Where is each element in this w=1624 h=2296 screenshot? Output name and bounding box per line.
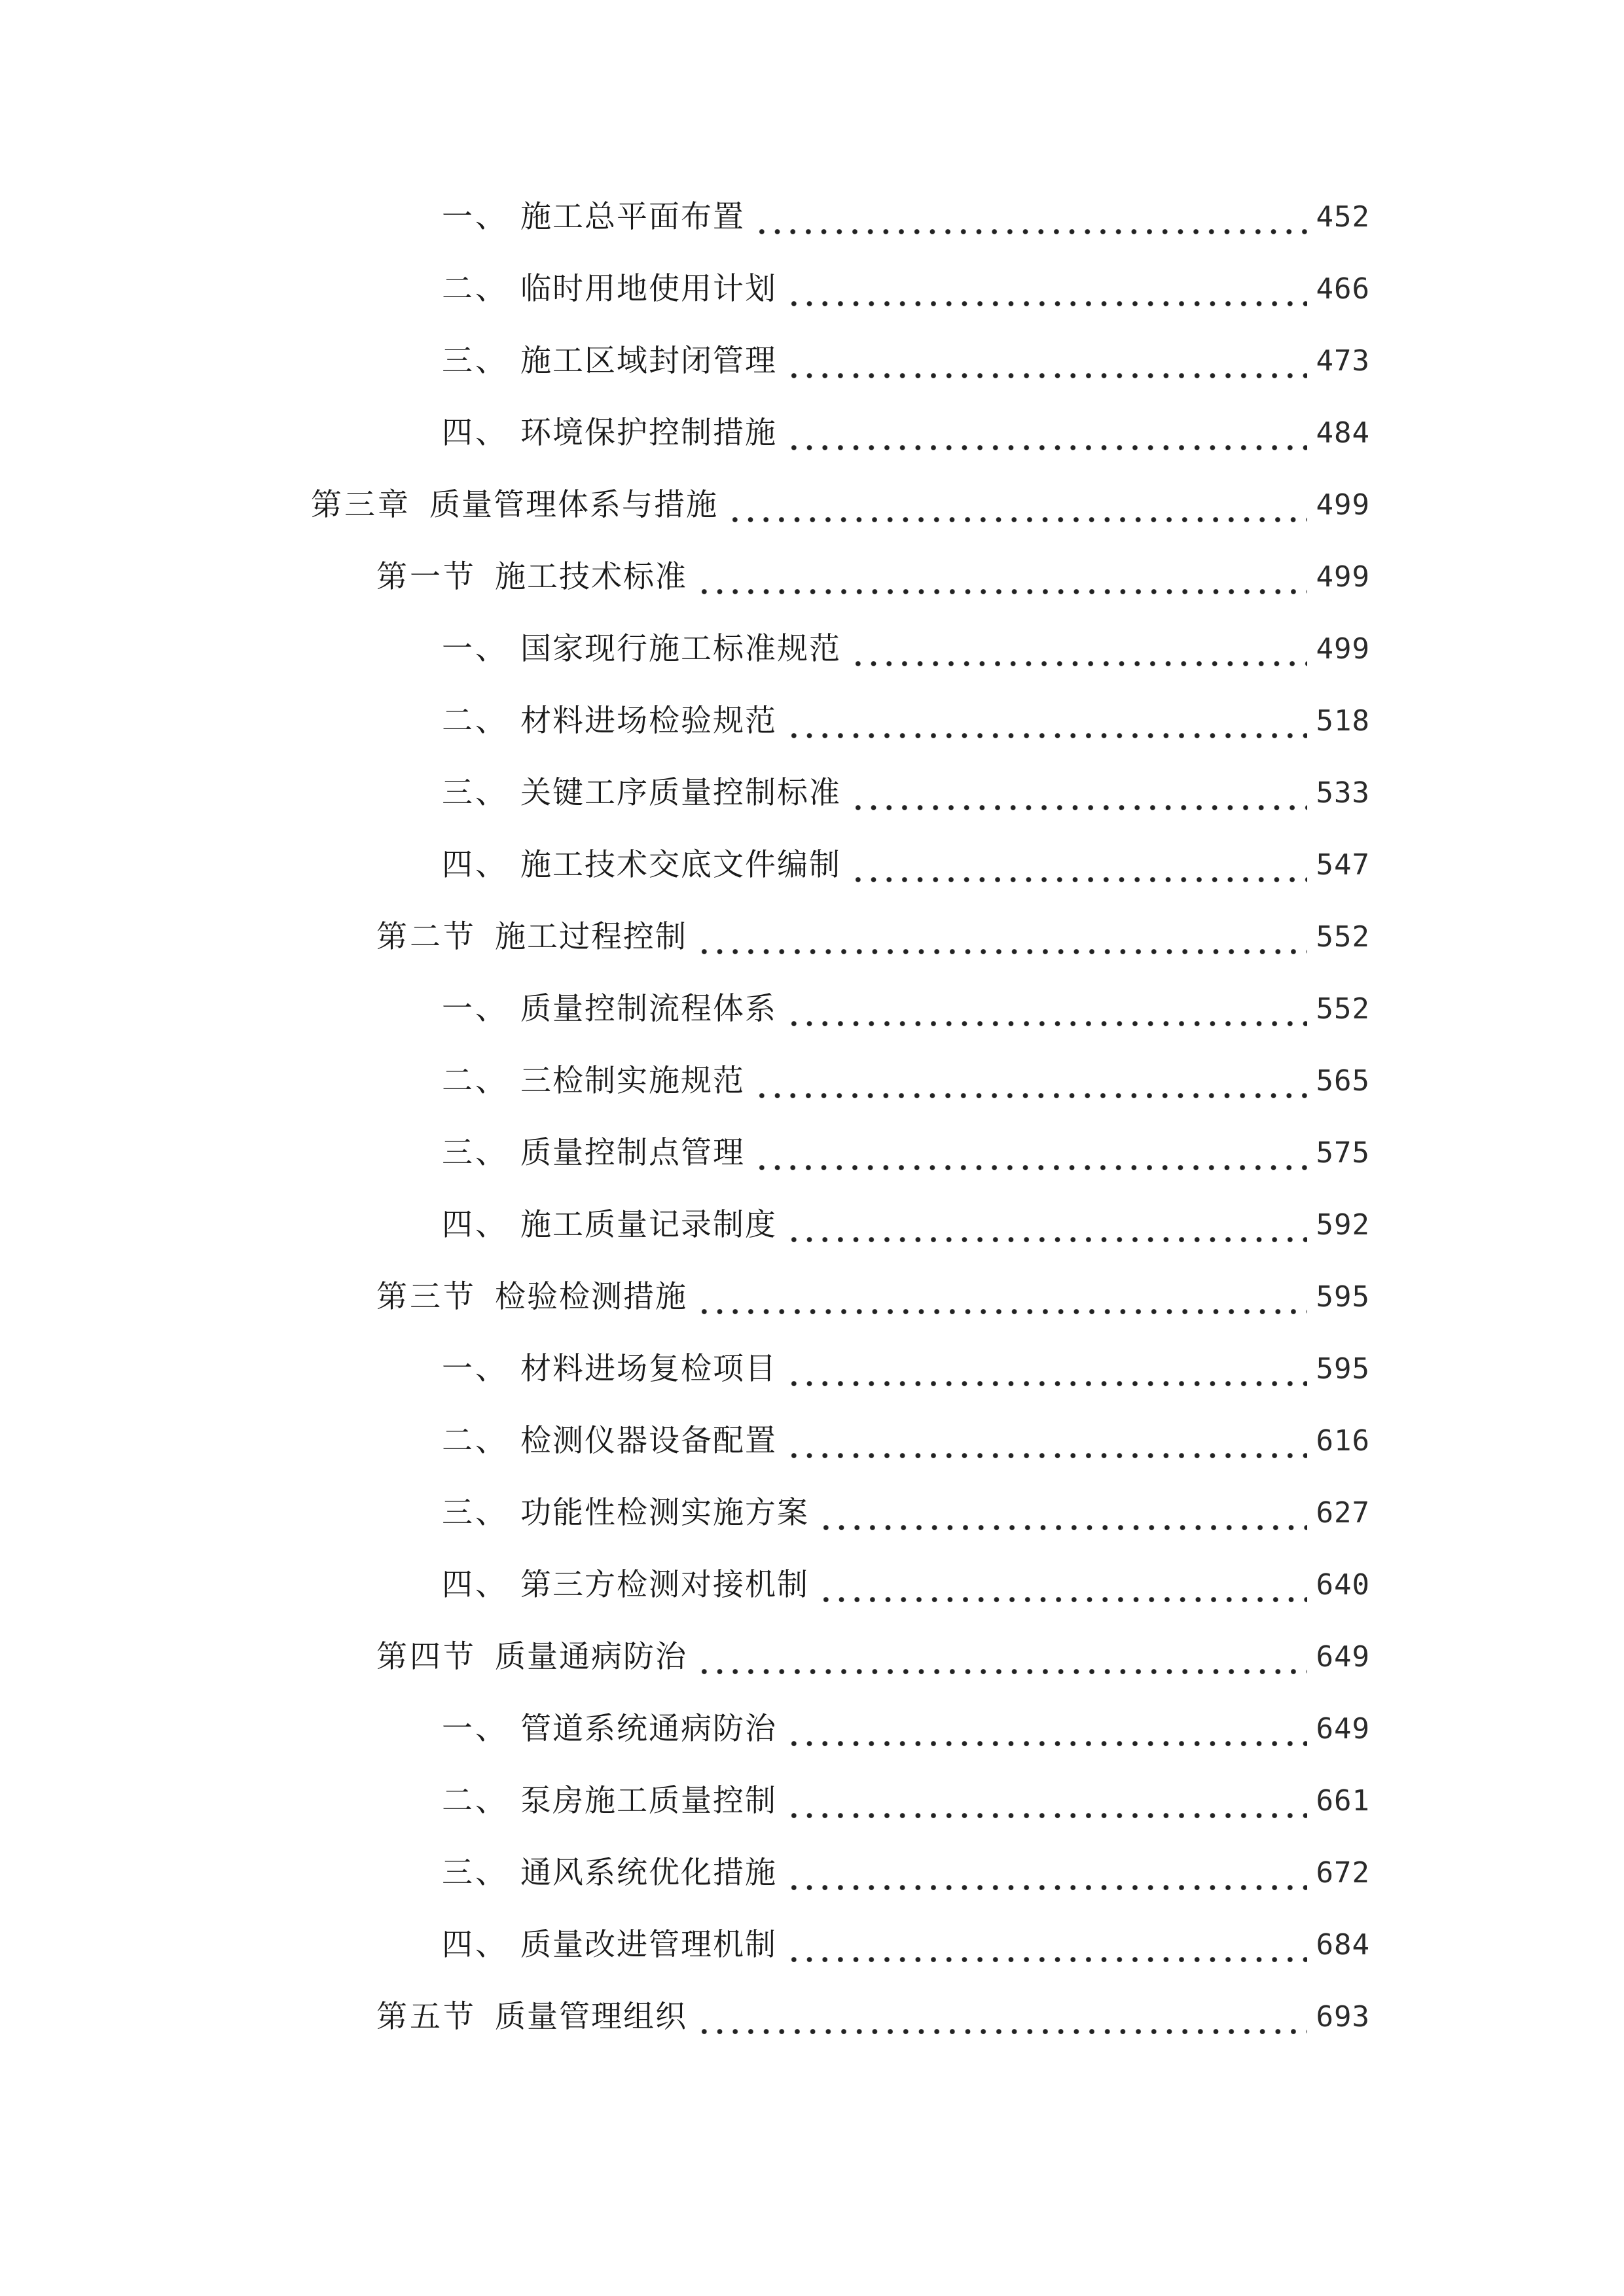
dot-leader — [850, 839, 1307, 891]
dot-leader — [850, 767, 1307, 819]
toc-entry-title: 材料进场检验规范 — [520, 703, 777, 739]
toc-entry-page: 649 — [1316, 1712, 1370, 1746]
toc-entry[interactable] — [442, 1775, 1370, 1827]
toc-chapter-entry[interactable] — [311, 479, 1370, 531]
toc-entry-title: 施工总平面布置 — [520, 199, 745, 235]
toc-entry-page: 627 — [1316, 1496, 1370, 1530]
toc-entry-number: 四、 — [442, 1567, 509, 1603]
toc-entry-page: 661 — [1316, 1784, 1370, 1818]
toc-entry[interactable] — [442, 263, 1370, 315]
toc-entry-number: 三、 — [442, 343, 509, 379]
toc-entry-title: 三检制实施规范 — [520, 1063, 745, 1099]
dot-leader — [786, 1919, 1307, 1971]
toc-entry-number: 一、 — [442, 1351, 509, 1387]
dot-leader — [727, 479, 1307, 531]
toc-entry-page: 565 — [1316, 1064, 1370, 1098]
toc-entry-title: 检验检测措施 — [495, 1279, 687, 1315]
toc-section-entry[interactable] — [376, 1271, 1370, 1323]
dot-leader — [754, 1055, 1307, 1107]
toc-entry[interactable] — [442, 1199, 1370, 1251]
toc-entry[interactable] — [442, 1559, 1370, 1611]
toc-entry-title: 环境保护控制措施 — [520, 415, 777, 451]
toc-entry-title: 质量通病防治 — [495, 1639, 687, 1675]
toc-entry-number: 三、 — [442, 1855, 509, 1891]
toc-entry[interactable] — [442, 1055, 1370, 1107]
toc-entry-number: 四、 — [442, 415, 509, 451]
toc-entry[interactable] — [442, 1703, 1370, 1755]
toc-entry-number: 二、 — [442, 1783, 509, 1819]
toc-entry-number: 第一节 — [376, 559, 477, 595]
toc-entry-page: 499 — [1316, 632, 1370, 666]
toc-entry-number: 三、 — [442, 775, 509, 811]
toc-entry-number: 四、 — [442, 1207, 509, 1243]
dot-leader — [786, 1199, 1307, 1251]
dot-leader — [786, 1775, 1307, 1827]
toc-entry-page: 452 — [1316, 200, 1370, 234]
toc-entry[interactable] — [442, 623, 1370, 675]
toc-entry-page: 552 — [1316, 920, 1370, 954]
toc-entry-title: 质量控制流程体系 — [520, 991, 777, 1027]
dot-leader — [696, 1991, 1307, 2043]
toc-entry-title: 施工技术交底文件编制 — [520, 847, 841, 883]
toc-entry-title: 施工过程控制 — [495, 919, 687, 955]
dot-leader — [786, 263, 1307, 315]
toc-entry[interactable] — [442, 1847, 1370, 1899]
toc-section-entry[interactable] — [376, 551, 1370, 603]
toc-entry-title: 通风系统优化措施 — [520, 1855, 777, 1891]
toc-entry-title: 质量控制点管理 — [520, 1135, 745, 1171]
toc-entry-page: 693 — [1316, 2000, 1370, 2034]
toc-entry[interactable] — [442, 1343, 1370, 1395]
toc-entry-title: 关键工序质量控制标准 — [520, 775, 841, 811]
dot-leader — [754, 1127, 1307, 1179]
dot-leader — [786, 1703, 1307, 1755]
toc-entry-title: 材料进场复检项目 — [520, 1351, 777, 1387]
toc-entry-number: 三、 — [442, 1135, 509, 1171]
toc-entry-page: 547 — [1316, 848, 1370, 882]
toc-entry-title: 质量管理体系与措施 — [429, 487, 718, 523]
toc-entry[interactable] — [442, 695, 1370, 747]
toc-entry[interactable] — [442, 1415, 1370, 1467]
dot-leader — [786, 335, 1307, 387]
toc-entry-page: 499 — [1316, 560, 1370, 594]
dot-leader — [850, 623, 1307, 675]
toc-entry[interactable] — [442, 767, 1370, 819]
toc-entry[interactable] — [442, 1919, 1370, 1971]
toc-entry[interactable] — [442, 983, 1370, 1035]
toc-entry-number: 一、 — [442, 991, 509, 1027]
toc-entry-title: 国家现行施工标准规范 — [520, 631, 841, 667]
toc-entry-number: 第三章 — [311, 487, 411, 523]
dot-leader — [696, 1631, 1307, 1683]
toc-entry-page: 640 — [1316, 1568, 1370, 1602]
toc-entry-page: 592 — [1316, 1208, 1370, 1242]
toc-entry-number: 一、 — [442, 1711, 509, 1747]
toc-entry-number: 四、 — [442, 1927, 509, 1963]
dot-leader — [786, 1847, 1307, 1899]
toc-entry-title: 第三方检测对接机制 — [520, 1567, 809, 1603]
dot-leader — [818, 1559, 1307, 1611]
toc-entry-title: 质量改进管理机制 — [520, 1927, 777, 1963]
toc-entry[interactable] — [442, 335, 1370, 387]
dot-leader — [786, 1343, 1307, 1395]
toc-entry-number: 第五节 — [376, 1999, 477, 2035]
toc-entry-page: 473 — [1316, 344, 1370, 378]
toc-entry-title: 施工区域封闭管理 — [520, 343, 777, 379]
toc-entry-page: 499 — [1316, 488, 1370, 522]
toc-entry-title: 施工技术标准 — [495, 559, 687, 595]
toc-entry-title: 功能性检测实施方案 — [520, 1495, 809, 1531]
toc-entry-page: 649 — [1316, 1640, 1370, 1674]
toc-entry[interactable] — [442, 407, 1370, 459]
toc-entry-number: 二、 — [442, 1063, 509, 1099]
toc-entry-title: 管道系统通病防治 — [520, 1711, 777, 1747]
dot-leader — [696, 911, 1307, 963]
dot-leader — [786, 695, 1307, 747]
toc-entry-page: 575 — [1316, 1136, 1370, 1170]
toc-entry-title: 临时用地使用计划 — [520, 271, 777, 307]
toc-section-entry[interactable] — [376, 1991, 1370, 2043]
toc-entry-page: 518 — [1316, 704, 1370, 738]
dot-leader — [786, 407, 1307, 459]
toc-entry-number: 四、 — [442, 847, 509, 883]
toc-entry-number: 三、 — [442, 1495, 509, 1531]
dot-leader — [696, 1271, 1307, 1323]
toc-entry-title: 泵房施工质量控制 — [520, 1783, 777, 1819]
toc-entry-page: 595 — [1316, 1352, 1370, 1386]
toc-entry-number: 二、 — [442, 271, 509, 307]
toc-entry[interactable] — [442, 1127, 1370, 1179]
toc-section-entry[interactable] — [376, 1631, 1370, 1683]
toc-entry-page: 595 — [1316, 1280, 1370, 1314]
toc-entry[interactable] — [442, 191, 1370, 243]
toc-entry-page: 616 — [1316, 1424, 1370, 1458]
dot-leader — [754, 191, 1307, 243]
toc-entry-page: 684 — [1316, 1928, 1370, 1962]
dot-leader — [696, 551, 1307, 603]
toc-entry-number: 第二节 — [376, 919, 477, 955]
dot-leader — [786, 1415, 1307, 1467]
toc-entry[interactable] — [442, 1487, 1370, 1539]
toc-entry-number: 二、 — [442, 1423, 509, 1459]
toc-entry-number: 一、 — [442, 199, 509, 235]
toc-entry-title: 质量管理组织 — [495, 1999, 687, 2035]
toc-entry-number: 第三节 — [376, 1279, 477, 1315]
toc-entry[interactable] — [442, 839, 1370, 891]
toc-entry-number: 一、 — [442, 631, 509, 667]
toc-entry-page: 466 — [1316, 272, 1370, 306]
toc-entry-page: 484 — [1316, 416, 1370, 450]
toc-entry-title: 施工质量记录制度 — [520, 1207, 777, 1243]
dot-leader — [818, 1487, 1307, 1539]
toc-entry-page: 552 — [1316, 992, 1370, 1026]
toc-entry-title: 检测仪器设备配置 — [520, 1423, 777, 1459]
toc-entry-number: 第四节 — [376, 1639, 477, 1675]
toc-entry-page: 672 — [1316, 1856, 1370, 1890]
toc-section-entry[interactable] — [376, 911, 1370, 963]
toc-entry-page: 533 — [1316, 776, 1370, 810]
dot-leader — [786, 983, 1307, 1035]
toc-entry-number: 二、 — [442, 703, 509, 739]
